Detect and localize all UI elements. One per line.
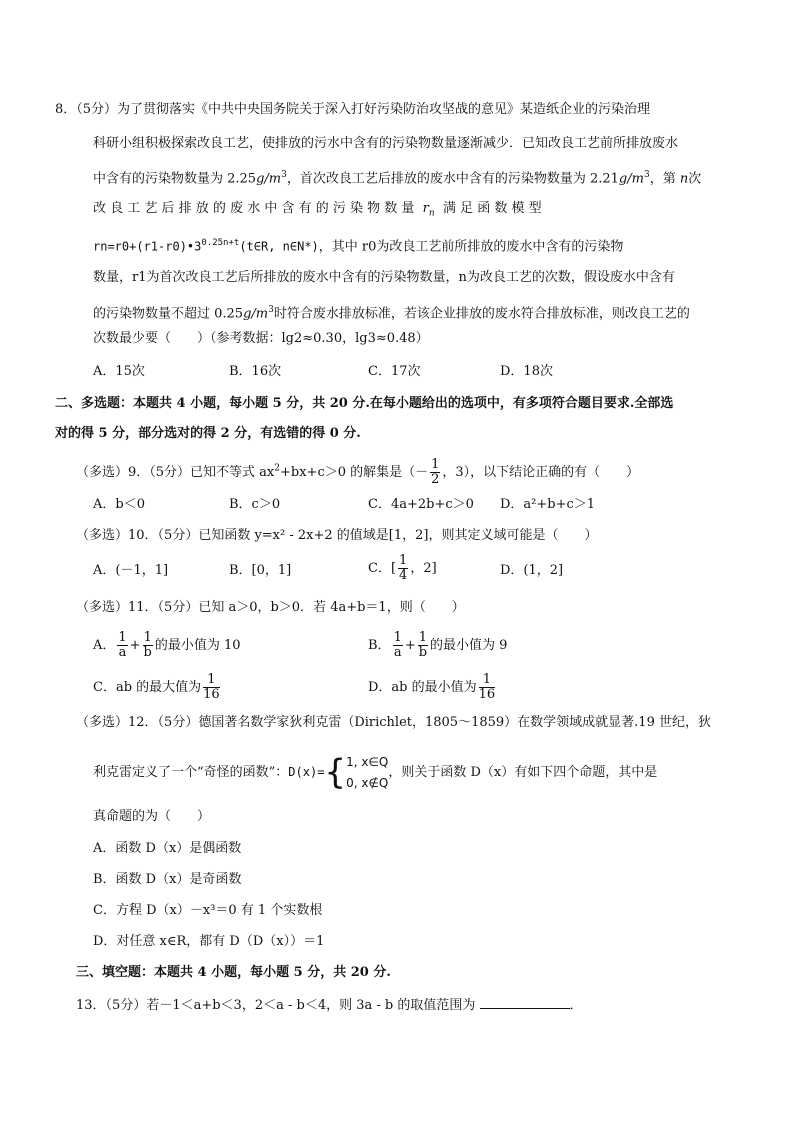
q8-line-1: 8．（5分）为了贯彻落实《中共中央国务院关于深入打好污染防治攻坚战的意见》某造纸企业的污染治理 — [55, 102, 651, 117]
q8-option-b: B．16次 — [229, 364, 282, 379]
q8-line-5: $rn=r0+(r1-r0)•3^{0.25n+t}(t\in R$, n∈N*)，其中 r0为改良工艺前所排放的废水中含有的污染物 — [93, 238, 624, 255]
dirichlet-function: D(x)= — [288, 765, 325, 779]
q12-option-d: D．对任意 x∈R，都有 D（D（x））＝1 — [93, 934, 325, 949]
q9-option-c: C．4a+2b+c＞0 — [368, 497, 474, 512]
q13-stem: 13．（5分）若－1＜a+b＜3，2＜a - b＜4，则 3a - b 的取值范围为 ． — [76, 998, 583, 1013]
q9-option-a: A．b＜0 — [93, 497, 145, 512]
q8-option-d: D．18次 — [500, 364, 553, 379]
q9-option-d: D．a²+b+c＞1 — [500, 497, 596, 512]
q10-stem: （多选）10．（5分）已知函数 y=x² - 2x+2 的值域是[1，2]，则其定义域可能是（ ） — [76, 528, 598, 543]
q12-option-c: C．方程 D（x）－x³＝0 有 1 个实数根 — [93, 903, 323, 918]
q11-option-d: D．ab 的最小值为 $\frac{1}{16}$ — [368, 672, 496, 702]
q9-option-b: B．c＞0 — [229, 497, 281, 512]
brace-symbol: { — [324, 752, 347, 793]
q8-line-8: 次数最少要（ ）（参考数据：lg2≈0.30，lg3≈0.48） — [93, 331, 429, 346]
q8-line-3: 中含有的污染物数量为 $2.25g/m^3$，首次改良工艺后排放的废水中含有的污染物数量为 $2.21g/m^3$，第 n次 — [93, 170, 702, 187]
q10-option-a: A．(－1，1] — [93, 563, 169, 578]
q8-line-4: 改 良 工 艺 后 排 放 的 废 水 中 含 有 的 污 染 物 数 量 $r_n$ 满 足 函 数 模 型 — [93, 201, 542, 219]
q10-option-d: D．(1，2] — [500, 563, 564, 578]
q10-option-b: B．[0，1] — [229, 563, 292, 578]
q10-option-c: C．[ $\frac{1}{4}$ ，2] — [368, 553, 437, 583]
q12-line-1: （多选）12．（5分）德国著名数学家狄利克雷（Dirichlet，1805～1859）在数学领域成就显著.19 世纪，狄 — [76, 715, 711, 730]
q8-option-c: C．17次 — [368, 364, 421, 379]
section-2-title: 二、多选题：本题共 4 小题，每小题 5 分，共 20 分.在每小题给出的选项中，有多项符合题目要求.全部选 — [55, 396, 674, 411]
q8-line-2: 科研小组积极探索改良工艺，使排放的污水中含有的污染物数量逐渐减少．已知改良工艺前所排放废水 — [93, 136, 679, 151]
section-3-title: 三、填空题：本题共 4 小题，每小题 5 分，共 20 分. — [76, 965, 391, 980]
q11-stem: （多选）11．（5分）已知 a＞0，b＞0．若 4a+b＝1，则（ ） — [76, 600, 465, 615]
q9-stem: （多选）9．（5分）已知不等式 $ax^2+bx+c>0$ 的解集是（－ $\frac{1}{2}$ ，3），以下结论正确的有（ ） — [76, 457, 640, 487]
q12-option-a: A．函数 D（x）是偶函数 — [93, 841, 242, 856]
section-2-subtitle: 对的得 5 分，部分选对的得 2 分，有选错的得 0 分. — [55, 426, 361, 441]
q8-line-7: 的污染物数量不超过 $0.25g/m^3$时符合废水排放标准，若该企业排放的废水符合排放标准，则改良工艺的 — [93, 305, 690, 322]
decay-formula: rn=r0+(r1-r0)•3 — [93, 239, 202, 254]
q11-option-b: B． $\frac{1}{a}$ + $\frac{1}{b}$ 的最小值为 9 — [368, 630, 508, 660]
q8-line-6: 数量，r1为首次改良工艺后所排放的废水中含有的污染物数量，n为改良工艺的次数，假设废水中含有 — [93, 270, 675, 285]
q8-option-a: A．15次 — [93, 364, 145, 379]
answer-blank[interactable] — [480, 996, 570, 1009]
q12-line-2: 利克雷定义了一个“奇怪的函数”：D(x)={ 1, x∈Q 0, x∉Q ，则关于函数 D（x）有如下四个命题，其中是 — [93, 752, 658, 793]
q12-option-b: B．函数 D（x）是奇函数 — [93, 872, 242, 887]
q12-line-3: 真命题的为（ ） — [93, 809, 211, 824]
q11-option-a: A． $\frac{1}{a}$ + $\frac{1}{b}$ 的最小值为 10 — [93, 630, 241, 660]
q11-option-c: C．ab 的最大值为 $\frac{1}{16}$ — [93, 672, 220, 702]
fraction-half: $\frac{1}{2}$ — [431, 457, 440, 487]
